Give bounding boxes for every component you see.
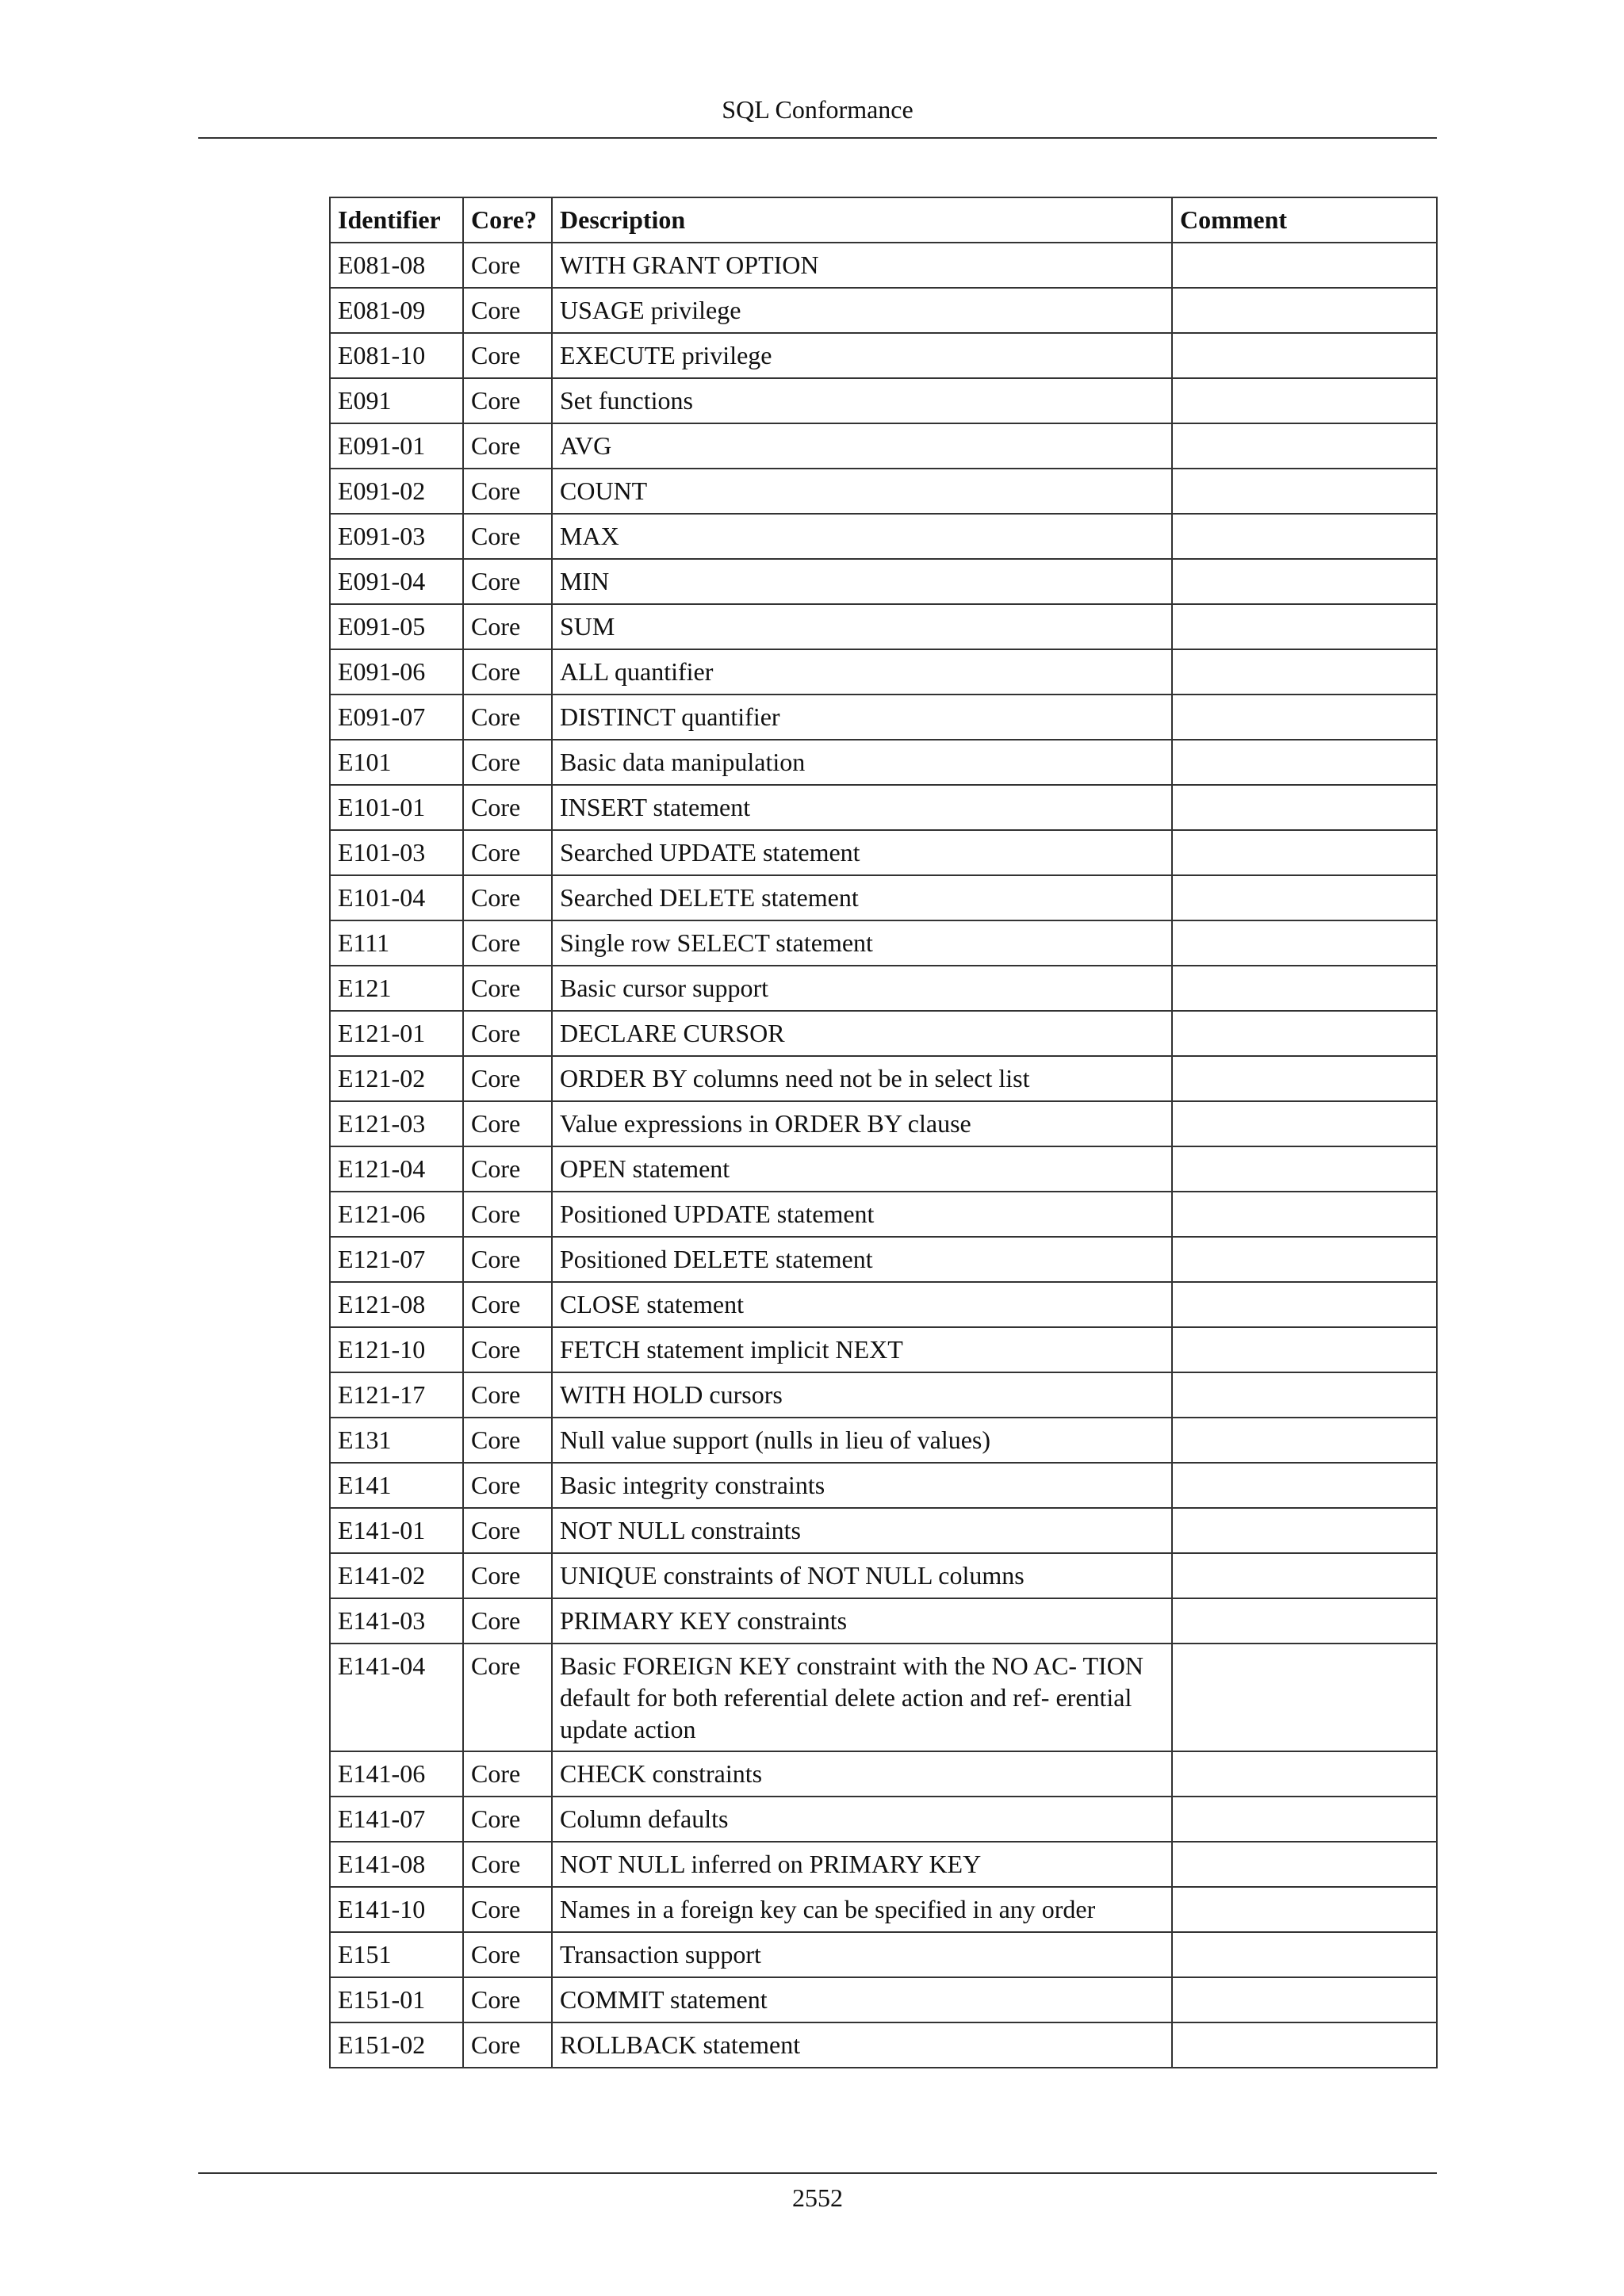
cell-comment bbox=[1172, 1192, 1437, 1237]
cell-comment bbox=[1172, 559, 1437, 604]
table-body bbox=[330, 243, 1437, 2068]
cell-core: Core bbox=[463, 1598, 552, 1644]
cell-core: Core bbox=[463, 920, 552, 966]
cell-identifier: E121-06 bbox=[330, 1192, 463, 1237]
cell-description: EXECUTE privilege bbox=[552, 333, 1172, 378]
cell-core: Core bbox=[463, 830, 552, 875]
cell-core: Core bbox=[463, 423, 552, 469]
table-row bbox=[330, 785, 1437, 830]
table-row bbox=[330, 1644, 1437, 1751]
column-header-comment: Comment bbox=[1172, 197, 1437, 243]
cell-core: Core bbox=[463, 1011, 552, 1056]
cell-core: Core bbox=[463, 1237, 552, 1282]
cell-comment bbox=[1172, 649, 1437, 695]
cell-identifier: E091-05 bbox=[330, 604, 463, 649]
cell-identifier: E141-10 bbox=[330, 1887, 463, 1932]
cell-core: Core bbox=[463, 740, 552, 785]
cell-comment bbox=[1172, 1553, 1437, 1598]
cell-identifier: E081-08 bbox=[330, 243, 463, 288]
cell-identifier: E091-04 bbox=[330, 559, 463, 604]
cell-identifier: E101-01 bbox=[330, 785, 463, 830]
cell-identifier: E131 bbox=[330, 1418, 463, 1463]
cell-core: Core bbox=[463, 604, 552, 649]
table-row bbox=[330, 1327, 1437, 1372]
cell-comment bbox=[1172, 333, 1437, 378]
table-row bbox=[330, 1463, 1437, 1508]
cell-comment bbox=[1172, 2022, 1437, 2068]
cell-core: Core bbox=[463, 966, 552, 1011]
cell-comment bbox=[1172, 1418, 1437, 1463]
cell-core: Core bbox=[463, 1463, 552, 1508]
cell-comment bbox=[1172, 1932, 1437, 1977]
cell-identifier: E091-07 bbox=[330, 695, 463, 740]
cell-comment bbox=[1172, 1327, 1437, 1372]
cell-description: ALL quantifier bbox=[552, 649, 1172, 695]
cell-description: FETCH statement implicit NEXT bbox=[552, 1327, 1172, 1372]
cell-identifier: E081-10 bbox=[330, 333, 463, 378]
cell-description: COUNT bbox=[552, 469, 1172, 514]
cell-core: Core bbox=[463, 1932, 552, 1977]
table-row bbox=[330, 1887, 1437, 1932]
cell-comment bbox=[1172, 514, 1437, 559]
cell-core: Core bbox=[463, 1056, 552, 1101]
cell-comment bbox=[1172, 604, 1437, 649]
table-row bbox=[330, 875, 1437, 920]
table-row bbox=[330, 423, 1437, 469]
cell-comment bbox=[1172, 1508, 1437, 1553]
table-row bbox=[330, 1011, 1437, 1056]
cell-description: Names in a foreign key can be specified in any order bbox=[552, 1887, 1172, 1932]
cell-comment bbox=[1172, 1282, 1437, 1327]
cell-description: ROLLBACK statement bbox=[552, 2022, 1172, 2068]
cell-comment bbox=[1172, 1842, 1437, 1887]
cell-core: Core bbox=[463, 1842, 552, 1887]
table-row bbox=[330, 695, 1437, 740]
cell-comment bbox=[1172, 1887, 1437, 1932]
cell-core: Core bbox=[463, 695, 552, 740]
table-row bbox=[330, 288, 1437, 333]
cell-identifier: E091-03 bbox=[330, 514, 463, 559]
table-header-row bbox=[330, 197, 1437, 243]
cell-comment bbox=[1172, 695, 1437, 740]
table-row bbox=[330, 378, 1437, 423]
cell-comment bbox=[1172, 1056, 1437, 1101]
cell-description: CLOSE statement bbox=[552, 1282, 1172, 1327]
cell-core: Core bbox=[463, 1372, 552, 1418]
cell-identifier: E121 bbox=[330, 966, 463, 1011]
cell-description: AVG bbox=[552, 423, 1172, 469]
cell-description: Searched UPDATE statement bbox=[552, 830, 1172, 875]
table-row bbox=[330, 1508, 1437, 1553]
cell-identifier: E091-02 bbox=[330, 469, 463, 514]
cell-description: Set functions bbox=[552, 378, 1172, 423]
cell-comment bbox=[1172, 1463, 1437, 1508]
cell-comment bbox=[1172, 1011, 1437, 1056]
cell-core: Core bbox=[463, 1751, 552, 1797]
cell-core: Core bbox=[463, 2022, 552, 2068]
cell-comment bbox=[1172, 1751, 1437, 1797]
cell-description: NOT NULL inferred on PRIMARY KEY bbox=[552, 1842, 1172, 1887]
table-row bbox=[330, 740, 1437, 785]
cell-core: Core bbox=[463, 333, 552, 378]
cell-description: Basic cursor support bbox=[552, 966, 1172, 1011]
column-header-description: Description bbox=[552, 197, 1172, 243]
table-row bbox=[330, 1056, 1437, 1101]
cell-description: DECLARE CURSOR bbox=[552, 1011, 1172, 1056]
table-row bbox=[330, 1797, 1437, 1842]
cell-comment bbox=[1172, 966, 1437, 1011]
table-row bbox=[330, 966, 1437, 1011]
cell-comment bbox=[1172, 423, 1437, 469]
cell-description: OPEN statement bbox=[552, 1146, 1172, 1192]
cell-identifier: E091-01 bbox=[330, 423, 463, 469]
cell-core: Core bbox=[463, 378, 552, 423]
cell-identifier: E101-04 bbox=[330, 875, 463, 920]
cell-comment bbox=[1172, 785, 1437, 830]
cell-identifier: E151 bbox=[330, 1932, 463, 1977]
cell-identifier: E151-01 bbox=[330, 1977, 463, 2022]
cell-description: WITH GRANT OPTION bbox=[552, 243, 1172, 288]
cell-comment bbox=[1172, 1977, 1437, 2022]
cell-core: Core bbox=[463, 1192, 552, 1237]
cell-description: Positioned UPDATE statement bbox=[552, 1192, 1172, 1237]
cell-identifier: E141-06 bbox=[330, 1751, 463, 1797]
cell-comment bbox=[1172, 830, 1437, 875]
cell-description: MAX bbox=[552, 514, 1172, 559]
cell-core: Core bbox=[463, 1887, 552, 1932]
cell-core: Core bbox=[463, 1644, 552, 1751]
cell-description: Positioned DELETE statement bbox=[552, 1237, 1172, 1282]
cell-identifier: E141-03 bbox=[330, 1598, 463, 1644]
cell-identifier: E101-03 bbox=[330, 830, 463, 875]
cell-description: COMMIT statement bbox=[552, 1977, 1172, 2022]
cell-identifier: E121-02 bbox=[330, 1056, 463, 1101]
cell-identifier: E121-10 bbox=[330, 1327, 463, 1372]
conformance-table bbox=[329, 197, 1438, 2068]
cell-description: NOT NULL constraints bbox=[552, 1508, 1172, 1553]
table-row bbox=[330, 469, 1437, 514]
table-row bbox=[330, 1192, 1437, 1237]
cell-identifier: E121-01 bbox=[330, 1011, 463, 1056]
cell-description: WITH HOLD cursors bbox=[552, 1372, 1172, 1418]
table-row bbox=[330, 1282, 1437, 1327]
table-row bbox=[330, 1598, 1437, 1644]
cell-description: Single row SELECT statement bbox=[552, 920, 1172, 966]
table-row bbox=[330, 649, 1437, 695]
cell-comment bbox=[1172, 1644, 1437, 1751]
cell-identifier: E141-01 bbox=[330, 1508, 463, 1553]
cell-description: UNIQUE constraints of NOT NULL columns bbox=[552, 1553, 1172, 1598]
table-row bbox=[330, 559, 1437, 604]
table-row bbox=[330, 1237, 1437, 1282]
cell-core: Core bbox=[463, 785, 552, 830]
cell-description: CHECK constraints bbox=[552, 1751, 1172, 1797]
cell-comment bbox=[1172, 378, 1437, 423]
cell-identifier: E141-04 bbox=[330, 1644, 463, 1751]
footer-rule bbox=[198, 2172, 1437, 2174]
cell-identifier: E121-03 bbox=[330, 1101, 463, 1146]
cell-core: Core bbox=[463, 1508, 552, 1553]
cell-description: Searched DELETE statement bbox=[552, 875, 1172, 920]
column-header-identifier: Identifier bbox=[330, 197, 463, 243]
cell-comment bbox=[1172, 1237, 1437, 1282]
cell-identifier: E111 bbox=[330, 920, 463, 966]
cell-comment bbox=[1172, 1372, 1437, 1418]
table-row bbox=[330, 830, 1437, 875]
cell-comment bbox=[1172, 243, 1437, 288]
table-row bbox=[330, 514, 1437, 559]
cell-comment bbox=[1172, 1146, 1437, 1192]
table-header bbox=[330, 197, 1437, 243]
table-row bbox=[330, 1751, 1437, 1797]
cell-core: Core bbox=[463, 514, 552, 559]
table-row bbox=[330, 604, 1437, 649]
cell-identifier: E141-08 bbox=[330, 1842, 463, 1887]
cell-description: Basic integrity constraints bbox=[552, 1463, 1172, 1508]
table-row bbox=[330, 1553, 1437, 1598]
cell-description: INSERT statement bbox=[552, 785, 1172, 830]
cell-core: Core bbox=[463, 1146, 552, 1192]
cell-comment bbox=[1172, 469, 1437, 514]
cell-comment bbox=[1172, 920, 1437, 966]
cell-description: Null value support (nulls in lieu of values) bbox=[552, 1418, 1172, 1463]
cell-identifier: E091 bbox=[330, 378, 463, 423]
table-row bbox=[330, 2022, 1437, 2068]
cell-description: Transaction support bbox=[552, 1932, 1172, 1977]
table-row bbox=[330, 1932, 1437, 1977]
column-header-core: Core? bbox=[463, 197, 552, 243]
cell-comment bbox=[1172, 1797, 1437, 1842]
table-row bbox=[330, 1146, 1437, 1192]
cell-description: Value expressions in ORDER BY clause bbox=[552, 1101, 1172, 1146]
cell-description: ORDER BY columns need not be in select list bbox=[552, 1056, 1172, 1101]
cell-core: Core bbox=[463, 1327, 552, 1372]
table-row bbox=[330, 1418, 1437, 1463]
cell-core: Core bbox=[463, 1282, 552, 1327]
cell-identifier: E121-07 bbox=[330, 1237, 463, 1282]
cell-core: Core bbox=[463, 1797, 552, 1842]
cell-comment bbox=[1172, 875, 1437, 920]
cell-core: Core bbox=[463, 875, 552, 920]
cell-core: Core bbox=[463, 1418, 552, 1463]
cell-description: MIN bbox=[552, 559, 1172, 604]
cell-description: USAGE privilege bbox=[552, 288, 1172, 333]
cell-core: Core bbox=[463, 559, 552, 604]
table-row bbox=[330, 1101, 1437, 1146]
cell-identifier: E091-06 bbox=[330, 649, 463, 695]
table-row bbox=[330, 1842, 1437, 1887]
cell-core: Core bbox=[463, 469, 552, 514]
page-number: 2552 bbox=[792, 2183, 843, 2212]
cell-identifier: E141 bbox=[330, 1463, 463, 1508]
cell-core: Core bbox=[463, 1977, 552, 2022]
cell-identifier: E141-07 bbox=[330, 1797, 463, 1842]
cell-identifier: E151-02 bbox=[330, 2022, 463, 2068]
page-header-title: SQL Conformance bbox=[722, 95, 914, 124]
cell-description: Basic data manipulation bbox=[552, 740, 1172, 785]
cell-description: DISTINCT quantifier bbox=[552, 695, 1172, 740]
cell-core: Core bbox=[463, 243, 552, 288]
cell-core: Core bbox=[463, 1101, 552, 1146]
cell-comment bbox=[1172, 1598, 1437, 1644]
cell-core: Core bbox=[463, 1553, 552, 1598]
cell-identifier: E081-09 bbox=[330, 288, 463, 333]
cell-description: PRIMARY KEY constraints bbox=[552, 1598, 1172, 1644]
cell-identifier: E121-17 bbox=[330, 1372, 463, 1418]
table-row bbox=[330, 333, 1437, 378]
cell-comment bbox=[1172, 740, 1437, 785]
cell-identifier: E141-02 bbox=[330, 1553, 463, 1598]
table-row bbox=[330, 920, 1437, 966]
cell-core: Core bbox=[463, 649, 552, 695]
cell-comment bbox=[1172, 288, 1437, 333]
cell-description: SUM bbox=[552, 604, 1172, 649]
cell-comment bbox=[1172, 1101, 1437, 1146]
cell-core: Core bbox=[463, 288, 552, 333]
cell-description: Column defaults bbox=[552, 1797, 1172, 1842]
cell-identifier: E121-08 bbox=[330, 1282, 463, 1327]
header-rule bbox=[198, 137, 1437, 139]
cell-identifier: E101 bbox=[330, 740, 463, 785]
table-row bbox=[330, 243, 1437, 288]
table-row bbox=[330, 1977, 1437, 2022]
cell-identifier: E121-04 bbox=[330, 1146, 463, 1192]
table-row bbox=[330, 1372, 1437, 1418]
cell-description: Basic FOREIGN KEY constraint with the NO AC- TION default for both referential delete action and ref- erential update action bbox=[552, 1644, 1172, 1751]
